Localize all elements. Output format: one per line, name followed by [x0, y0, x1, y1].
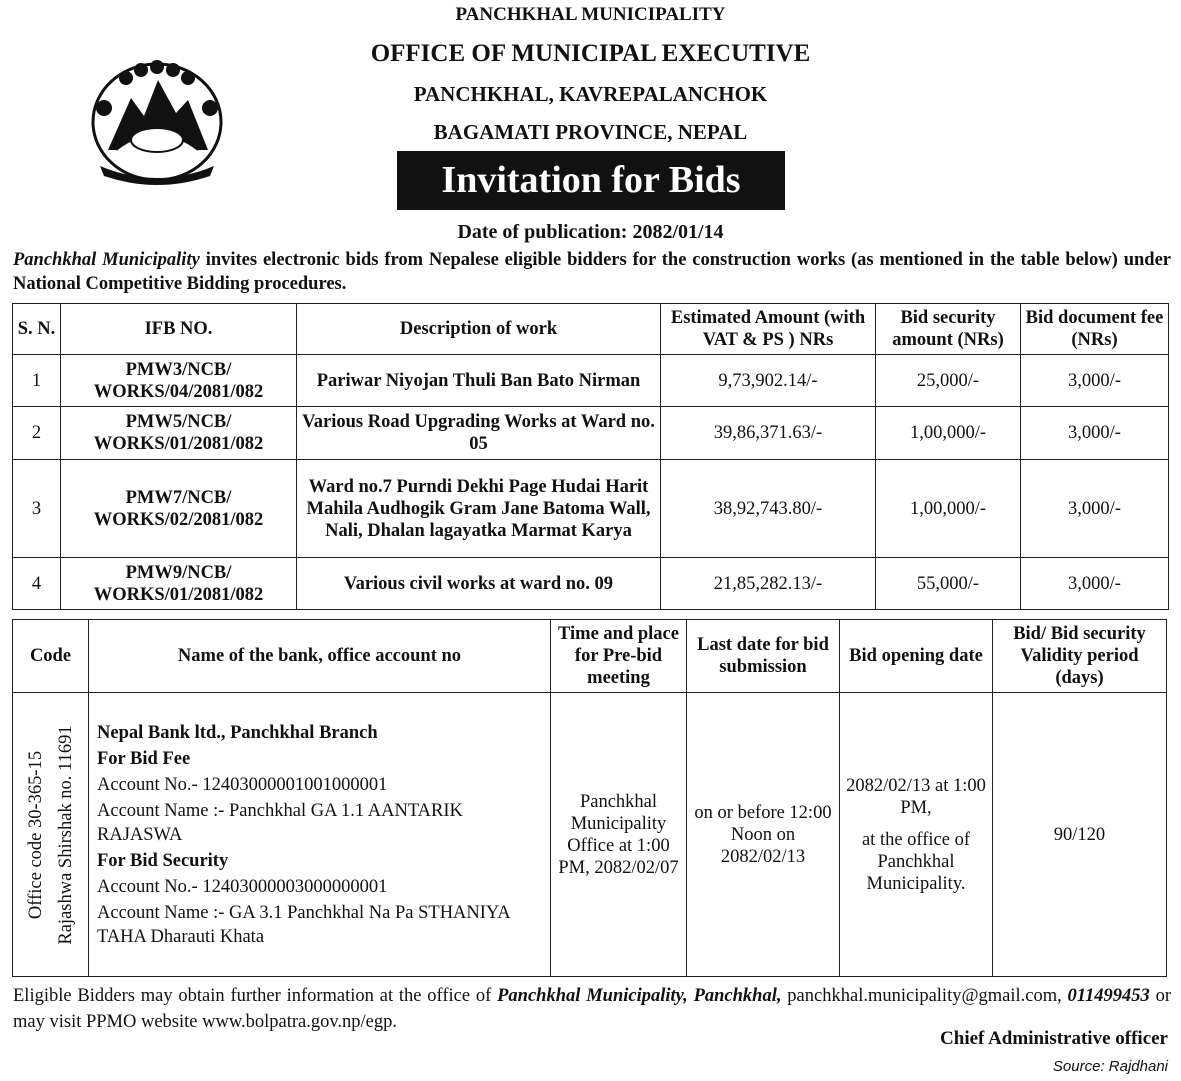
works-table-header	[13, 304, 1169, 355]
cell-security: 55,000/-	[876, 558, 1021, 610]
bank-name: Nepal Bank ltd., Panchkhal Branch	[97, 722, 378, 743]
cell-sn: 1	[13, 355, 61, 407]
cell-fee: 3,000/-	[1021, 407, 1169, 460]
cell-ifb: PMW7/NCB/ WORKS/02/2081/082	[61, 460, 297, 558]
col-description: Description of work	[297, 304, 661, 355]
table-row	[13, 558, 1169, 610]
rajashwa-shirshak: Rajashwa Shirshak no. 11691	[56, 724, 76, 945]
col-prebid: Time and place for Pre-bid meeting	[551, 620, 687, 693]
table-row	[13, 407, 1169, 460]
fee-heading: For Bid Fee	[97, 748, 191, 769]
office-name: OFFICE OF MUNICIPAL EXECUTIVE	[370, 40, 811, 67]
cell-amount: 21,85,282.13/-	[661, 558, 876, 610]
cell-desc: Pariwar Niyojan Thuli Ban Bato Nirman	[297, 355, 661, 407]
cell-desc: Various Road Upgrading Works at Ward no. 05	[297, 407, 661, 460]
intro-text: invites electronic bids from Nepalese eligible bidders for the construction works (as mentioned in the table below) under National Competitive Bidding procedures.	[13, 250, 1171, 294]
col-bank-account: Name of the bank, office account no	[89, 620, 551, 693]
cell-code	[13, 693, 89, 977]
cell-desc: Ward no.7 Purndi Dekhi Page Hudai Harit Mahila Audhogik Gram Jane Batoma Wall, Nali, Dhalan lagayatka Marmat Karya	[297, 460, 661, 558]
cell-fee: 3,000/-	[1021, 558, 1169, 610]
footer-text-start: Eligible Bidders may obtain further information at the office of	[13, 986, 498, 1006]
publication-date: Date of publication: 2082/01/14	[457, 221, 724, 243]
table-row	[13, 460, 1169, 558]
cell-ifb: PMW9/NCB/ WORKS/01/2081/082	[61, 558, 297, 610]
col-ifb-no: IFB NO.	[61, 304, 297, 355]
notice-title: Invitation for Bids	[397, 151, 785, 210]
cell-fee: 3,000/-	[1021, 460, 1169, 558]
intro-paragraph	[13, 248, 1171, 296]
security-heading: For Bid Security	[97, 850, 229, 871]
fee-account-no: Account No.- 12403000001001000001	[97, 774, 388, 795]
cell-sn: 2	[13, 407, 61, 460]
footer-office-name: Panchkhal Municipality, Panchkhal,	[497, 986, 782, 1006]
footer-phone: 011499453	[1067, 986, 1150, 1006]
office-code: Office code 30-365-15	[26, 750, 46, 919]
bank-table	[12, 619, 1167, 977]
office-location: PANCHKHAL, KAVREPALANCHOK	[413, 82, 768, 106]
cell-prebid: Panchkhal Municipality Office at 1:00 PM, 2082/02/07	[551, 693, 687, 977]
table-row	[13, 355, 1169, 407]
col-validity: Bid/ Bid security Validity period (days)	[993, 620, 1167, 693]
col-code: Code	[13, 620, 89, 693]
col-estimated-amount: Estimated Amount (with VAT & PS ) NRs	[661, 304, 876, 355]
fee-account-name: Account Name :- Panchkhal GA 1.1 AANTARIK RAJASWA	[97, 800, 463, 845]
cell-security: 25,000/-	[876, 355, 1021, 407]
security-account-no: Account No.- 12403000003000000001	[97, 876, 388, 897]
cell-ifb: PMW3/NCB/ WORKS/04/2081/082	[61, 355, 297, 407]
province-name: BAGAMATI PROVINCE, NEPAL	[433, 120, 748, 144]
table-row	[13, 693, 1167, 977]
municipality-name: PANCHKHAL MUNICIPALITY	[455, 4, 726, 25]
signer-title: Chief Administrative officer	[940, 1028, 1168, 1049]
cell-amount: 38,92,743.80/-	[661, 460, 876, 558]
cell-security: 1,00,000/-	[876, 460, 1021, 558]
footer-website[interactable]: or may visit PPMO website www.bolpatra.gov.np/egp.	[13, 986, 1171, 1032]
cell-security: 1,00,000/-	[876, 407, 1021, 460]
col-last-date: Last date for bid submission	[687, 620, 840, 693]
cell-bank-details	[89, 693, 551, 977]
opening-place: at the office of Panchkhal Municipality.	[861, 829, 971, 894]
cell-sn: 3	[13, 460, 61, 558]
cell-ifb: PMW5/NCB/ WORKS/01/2081/082	[61, 407, 297, 460]
footer-email[interactable]: panchkhal.municipality@gmail.com,	[781, 986, 1068, 1006]
cell-amount: 39,86,371.63/-	[661, 407, 876, 460]
source-credit: Source: Rajdhani	[1052, 1058, 1168, 1075]
col-sn: S. N.	[13, 304, 61, 355]
bank-table-header	[13, 620, 1167, 693]
col-document-fee: Bid document fee (NRs)	[1021, 304, 1169, 355]
cell-opening-date	[840, 693, 993, 977]
cell-amount: 9,73,902.14/-	[661, 355, 876, 407]
security-account-name: Account Name :- GA 3.1 Panchkhal Na Pa STHANIYA TAHA Dharauti Khata	[97, 902, 510, 947]
opening-datetime: 2082/02/13 at 1:00 PM,	[846, 775, 986, 818]
works-table	[12, 303, 1169, 610]
intro-org-name: Panchkhal Municipality	[13, 250, 200, 270]
cell-sn: 4	[13, 558, 61, 610]
col-bid-security: Bid security amount (NRs)	[876, 304, 1021, 355]
nepal-emblem-logo	[86, 58, 228, 186]
col-opening-date: Bid opening date	[840, 620, 993, 693]
cell-validity: 90/120	[993, 693, 1167, 977]
cell-desc: Various civil works at ward no. 09	[297, 558, 661, 610]
cell-fee: 3,000/-	[1021, 355, 1169, 407]
cell-last-date: on or before 12:00 Noon on 2082/02/13	[687, 693, 840, 977]
